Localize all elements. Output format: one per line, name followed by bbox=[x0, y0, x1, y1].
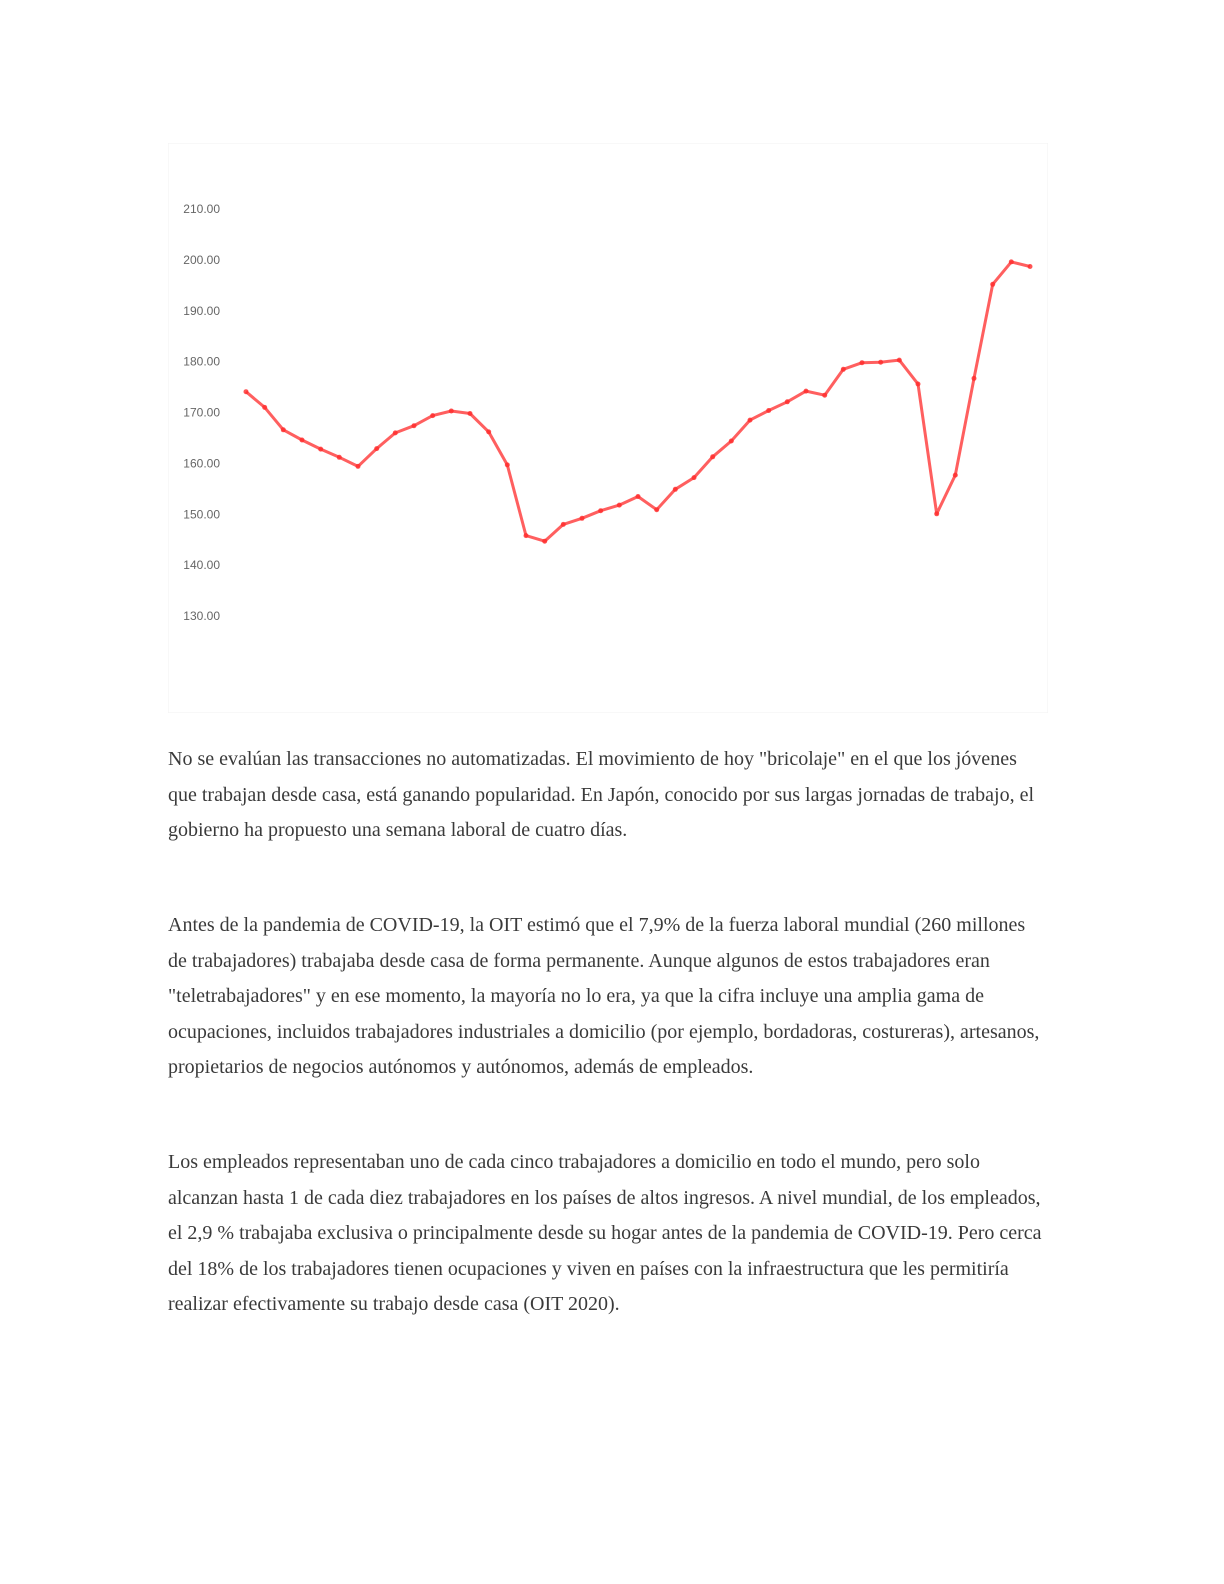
y-tick-label: 150.00 bbox=[183, 507, 220, 522]
data-point bbox=[766, 408, 771, 413]
data-point bbox=[822, 393, 827, 398]
data-point bbox=[953, 473, 958, 478]
data-point bbox=[897, 358, 902, 363]
data-point bbox=[710, 454, 715, 459]
data-point bbox=[598, 508, 603, 513]
data-point bbox=[318, 447, 323, 452]
y-axis-ticks bbox=[183, 202, 220, 623]
data-point bbox=[430, 413, 435, 418]
data-point bbox=[729, 439, 734, 444]
data-point bbox=[244, 389, 249, 394]
data-point bbox=[972, 376, 977, 381]
y-tick-label: 180.00 bbox=[183, 354, 220, 369]
data-point bbox=[636, 494, 641, 499]
data-point bbox=[393, 430, 398, 435]
data-point bbox=[468, 411, 473, 416]
data-point bbox=[1028, 264, 1033, 269]
y-tick-label: 160.00 bbox=[183, 456, 220, 471]
y-tick-label: 140.00 bbox=[183, 558, 220, 573]
data-point bbox=[654, 507, 659, 512]
data-point bbox=[505, 462, 510, 467]
y-tick-label: 190.00 bbox=[183, 303, 220, 318]
data-point bbox=[673, 487, 678, 492]
data-point bbox=[841, 367, 846, 372]
data-point bbox=[916, 382, 921, 387]
data-point bbox=[374, 446, 379, 451]
y-tick-label: 170.00 bbox=[183, 405, 220, 420]
data-point bbox=[804, 389, 809, 394]
data-point bbox=[878, 360, 883, 365]
data-point bbox=[617, 503, 622, 508]
data-point bbox=[486, 429, 491, 434]
data-point bbox=[337, 455, 342, 460]
paragraph-1: No se evalúan las transacciones no automatizadas. El movimiento de hoy "bricolaje" en el que los jóvenes que trabajan desde casa, está ganando popularidad. En Japón, conocido por sus largas jornadas de trabajo, el gobierno ha propuesto una semana laboral de cuatro días. bbox=[168, 748, 1035, 841]
data-point bbox=[785, 399, 790, 404]
line-chart bbox=[168, 143, 1048, 713]
data-point bbox=[692, 475, 697, 480]
data-point bbox=[356, 464, 361, 469]
data-point bbox=[300, 438, 305, 443]
data-point bbox=[412, 423, 417, 428]
data-point bbox=[449, 409, 454, 414]
chart-svg bbox=[168, 143, 1048, 713]
data-point bbox=[281, 427, 286, 432]
data-point bbox=[561, 522, 566, 527]
data-point bbox=[748, 418, 753, 423]
y-tick-label: 130.00 bbox=[183, 609, 220, 623]
data-point bbox=[524, 533, 529, 538]
paragraph-3: Los empleados representaban uno de cada cinco trabajadores a domicilio en todo el mundo, pero solo alcanzan hasta 1 de cada diez trabajadores en los países de altos ingresos. A nivel mundial, de los empleados, el 2,9 % trabajaba exclusiva o principalmente desde su hogar antes de la pandemia de COVID-19. Pero cerca del 18% de los trabajadores tienen ocupaciones y viven en países con la infraestructura que les permitiría realizar efectivamente su trabajo desde casa (OIT 2020). bbox=[168, 1151, 1042, 1315]
data-point bbox=[580, 516, 585, 521]
data-point bbox=[934, 511, 939, 516]
data-point bbox=[542, 539, 547, 544]
chart-background bbox=[168, 143, 1048, 713]
data-point bbox=[262, 405, 267, 410]
data-point bbox=[860, 360, 865, 365]
paragraph-2: Antes de la pandemia de COVID-19, la OIT estimó que el 7,9% de la fuerza laboral mundial (260 millones de trabajadores) trabajaba desde casa de forma permanente. Aunque algunos de estos trabajadores eran "teletrabajadores" y en ese momento, la mayoría no lo era, ya que la cifra incluye una amplia gama de ocupaciones, incluidos trabajadores industriales a domicilio (por ejemplo, bordadoras, costureras), artesanos, propietarios de negocios autónomos y autónomos, además de empleados. bbox=[168, 914, 1040, 1078]
y-tick-label: 200.00 bbox=[183, 252, 220, 267]
data-point bbox=[1009, 259, 1014, 264]
y-tick-label: 210.00 bbox=[183, 202, 220, 216]
data-point bbox=[990, 282, 995, 287]
